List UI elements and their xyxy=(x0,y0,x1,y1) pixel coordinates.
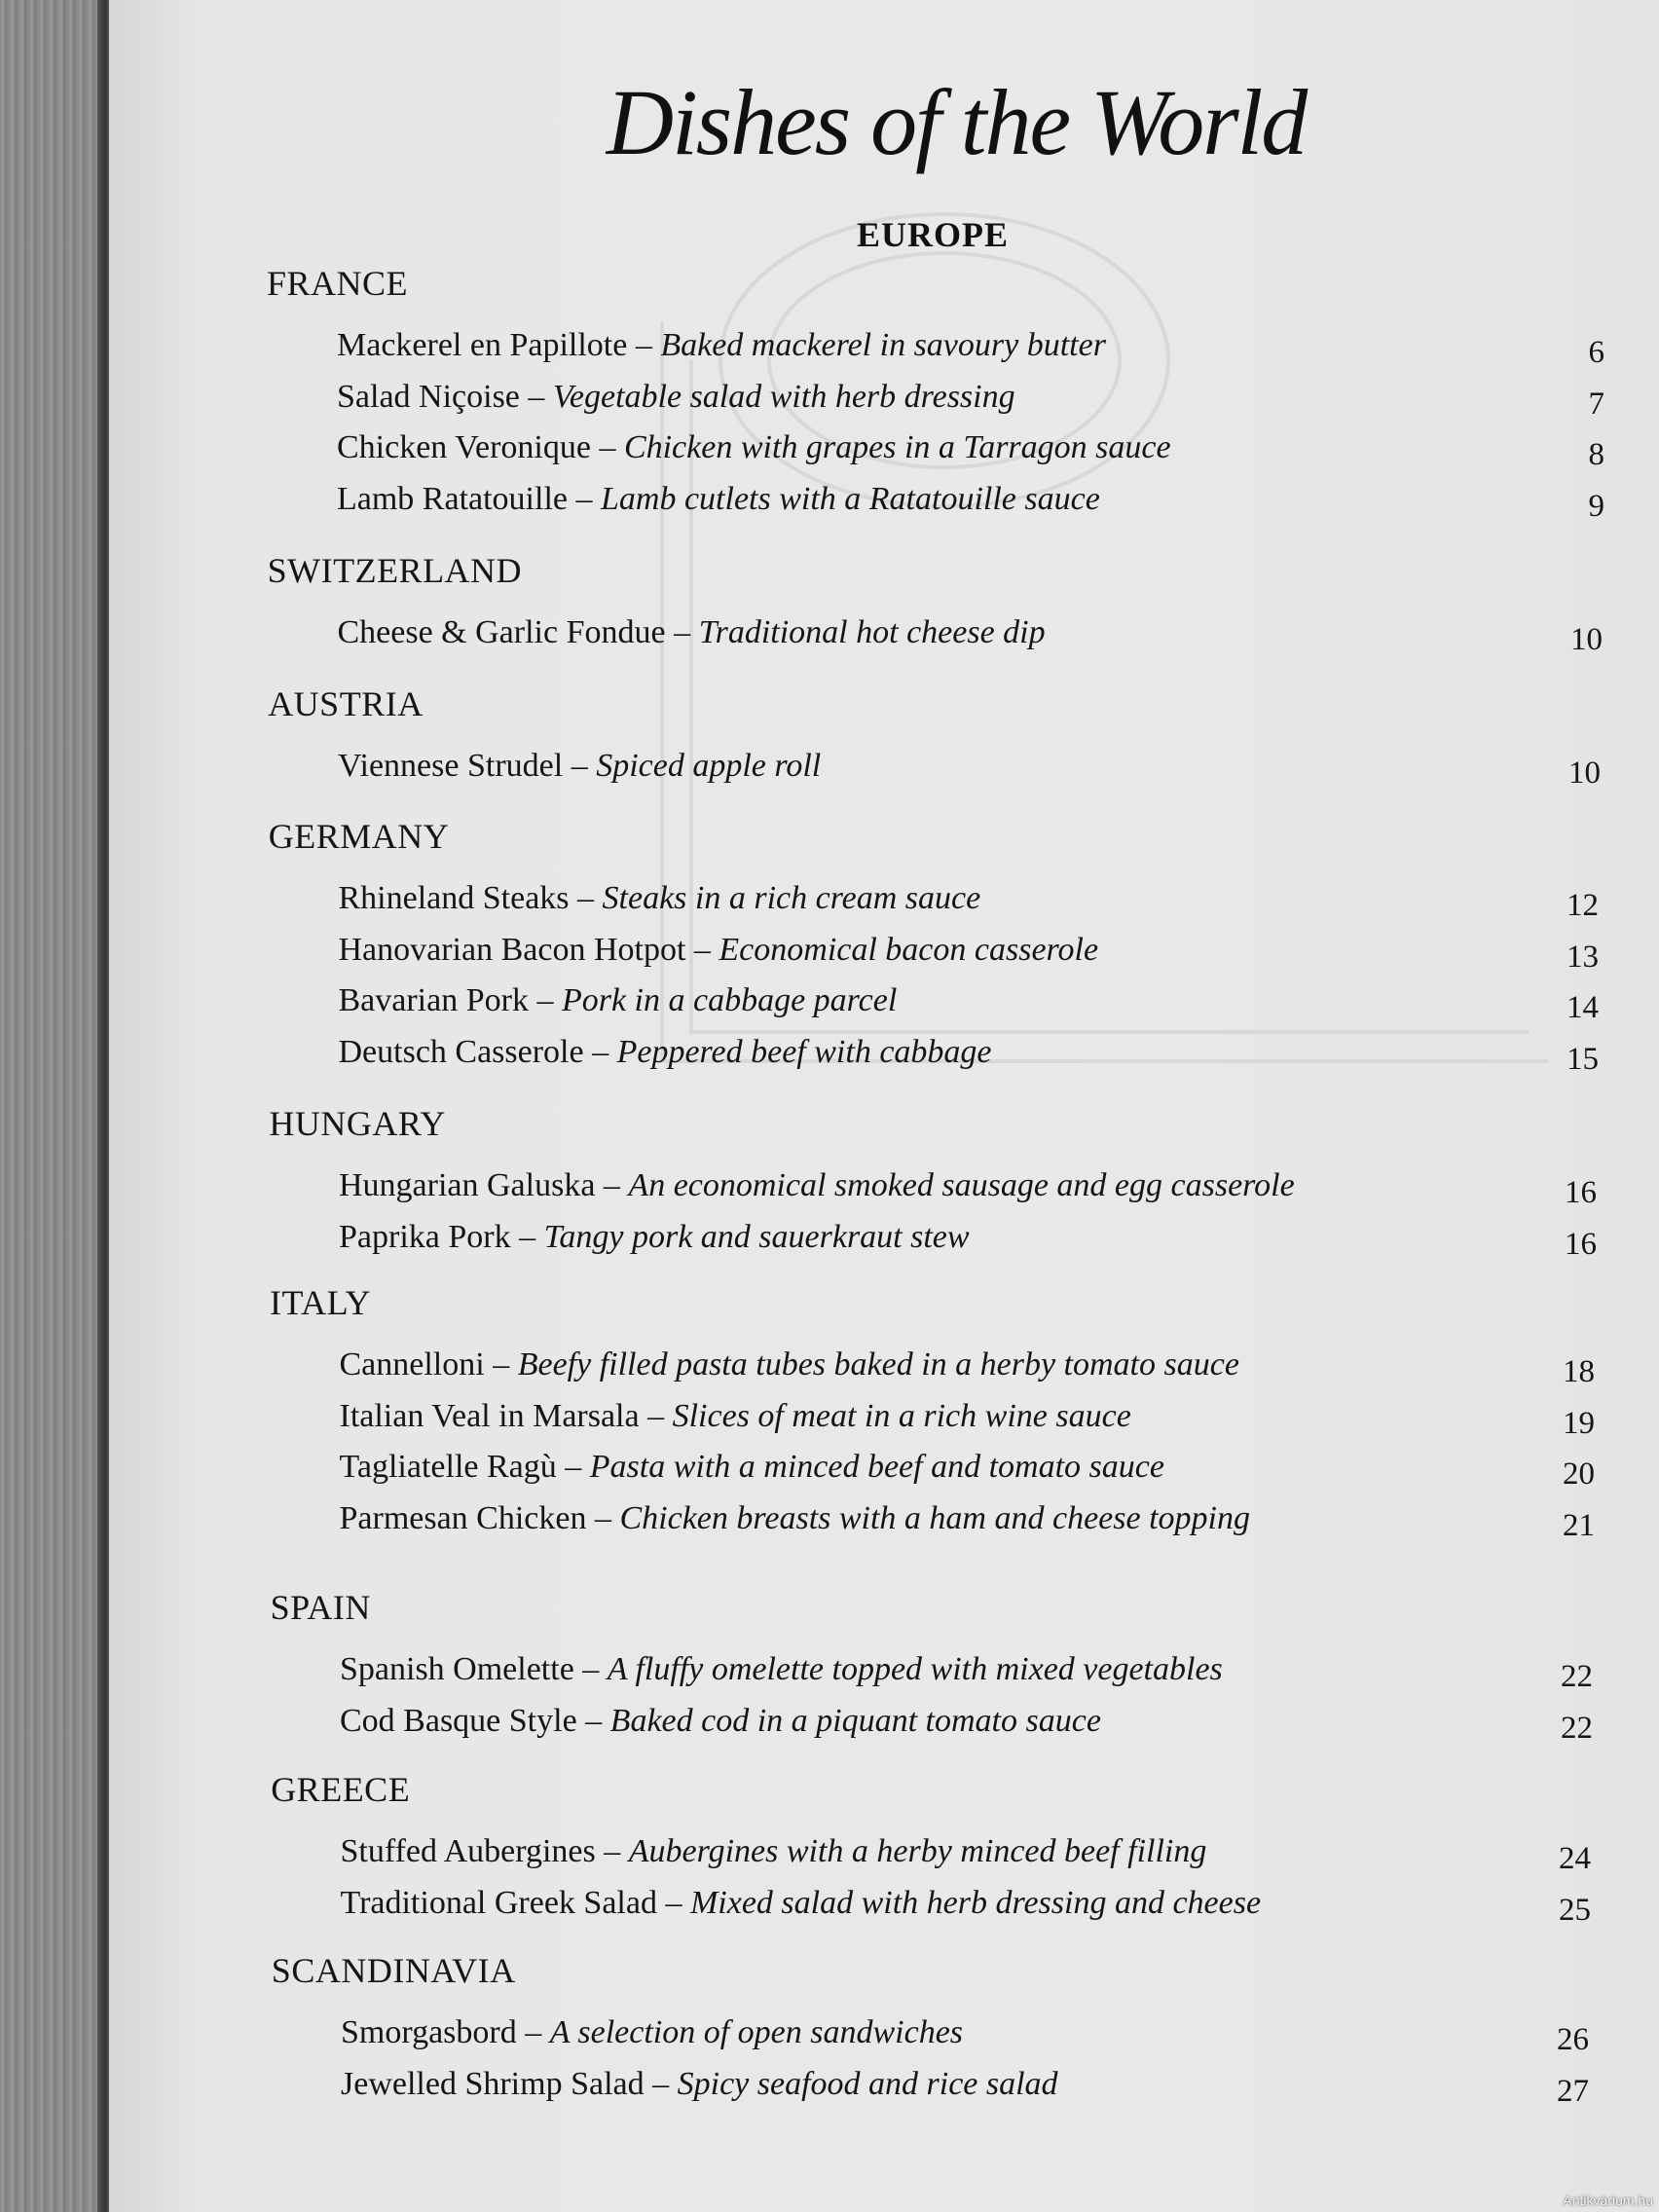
toc-entry-text xyxy=(340,1500,1250,1537)
dash-separator: – xyxy=(685,931,719,968)
dish-name: Jewelled Shrimp Salad xyxy=(341,2065,645,2102)
dish-name: Hanovarian Bacon Hotpot xyxy=(338,931,686,968)
dish-name: Paprika Pork xyxy=(339,1218,511,1255)
toc-entry xyxy=(0,1449,1659,1493)
dish-description: Chicken breasts with a ham and cheese topping xyxy=(619,1499,1250,1536)
country-heading: AUSTRIA xyxy=(268,684,424,723)
dish-description: An economical smoked sausage and egg casserole xyxy=(628,1167,1295,1203)
dash-separator: – xyxy=(586,1499,620,1536)
dash-separator: – xyxy=(556,1449,590,1485)
dish-description: Spicy seafood and rice salad xyxy=(677,2065,1058,2102)
dish-description: Mixed salad with herb dressing and cheese xyxy=(689,1884,1262,1921)
dish-name: Traditional Greek Salad xyxy=(340,1884,657,1921)
toc-entry-text xyxy=(340,1346,1239,1383)
page-number: 25 xyxy=(1559,1892,1591,1928)
dash-separator: – xyxy=(656,1884,690,1921)
toc-entry xyxy=(0,429,1659,474)
toc-entry-text xyxy=(340,1651,1223,1688)
page-number: 8 xyxy=(1588,437,1604,472)
dash-separator: – xyxy=(595,1167,629,1203)
dash-separator: – xyxy=(595,1833,629,1869)
country-heading: SPAIN xyxy=(270,1588,371,1627)
dish-description: Pasta with a minced beef and tomato sauce xyxy=(589,1449,1164,1485)
page-number: 12 xyxy=(1567,888,1599,923)
dish-name: Smorgasbord xyxy=(341,2014,517,2050)
toc-entry-text xyxy=(339,932,1099,969)
dish-description: Steaks in a rich cream sauce xyxy=(602,880,981,916)
dash-separator: – xyxy=(639,1397,673,1434)
dish-description: A fluffy omelette topped with mixed vegetables xyxy=(607,1651,1223,1687)
page-number: 10 xyxy=(1570,622,1603,657)
toc-entry-text xyxy=(341,1885,1262,1922)
page-number: 24 xyxy=(1559,1841,1591,1876)
toc-entry xyxy=(0,1885,1659,1930)
dash-separator: – xyxy=(516,2014,550,2050)
page-number: 10 xyxy=(1568,756,1601,791)
dish-description: Lamb cutlets with a Ratatouille sauce xyxy=(601,480,1100,517)
toc-entry xyxy=(0,1398,1659,1443)
dish-description: A selection of open sandwiches xyxy=(549,2014,964,2050)
dash-separator: – xyxy=(519,378,553,415)
dish-name: Mackerel en Papillote xyxy=(337,327,628,363)
dash-separator: – xyxy=(644,2065,678,2102)
country-heading: SWITZERLAND xyxy=(267,551,523,590)
dish-name: Tagliatelle Ragù xyxy=(339,1449,557,1485)
toc-entry-text xyxy=(341,2014,963,2051)
dish-name: Viennese Strudel xyxy=(338,748,564,784)
dish-description: Chicken with grapes in a Tarragon sauce xyxy=(623,429,1171,465)
dish-name: Parmesan Chicken xyxy=(339,1499,587,1536)
dish-description: Traditional hot cheese dip xyxy=(698,614,1046,650)
page-number: 26 xyxy=(1557,2022,1589,2057)
dash-separator: – xyxy=(528,982,562,1018)
page-number: 21 xyxy=(1563,1507,1595,1543)
dish-name: Chicken Veronique xyxy=(337,429,591,465)
country-heading: SCANDINAVIA xyxy=(271,1951,516,1990)
toc-entry xyxy=(0,1651,1659,1696)
toc-entry xyxy=(0,481,1659,526)
dish-name: Spanish Omelette xyxy=(340,1651,574,1687)
dash-separator: – xyxy=(569,880,603,916)
page-number: 22 xyxy=(1561,1659,1593,1694)
dish-name: Cannelloni xyxy=(339,1346,485,1382)
dish-description: Economical bacon casserole xyxy=(719,931,1099,968)
dish-description: Baked mackerel in savoury butter xyxy=(660,327,1106,363)
dish-description: Beefy filled pasta tubes baked in a herby tomato sauce xyxy=(517,1346,1239,1382)
dish-name: Bavarian Pork xyxy=(338,982,529,1018)
page-number: 7 xyxy=(1588,386,1604,422)
toc-entry-text xyxy=(337,481,1100,518)
page-number: 27 xyxy=(1557,2073,1589,2109)
toc-entry-text xyxy=(340,1449,1164,1486)
dash-separator: – xyxy=(583,1033,617,1070)
dish-description: Baked cod in a piquant tomato sauce xyxy=(609,1702,1101,1739)
toc-entry-text xyxy=(339,1034,992,1071)
toc-entry-text xyxy=(339,1167,1295,1204)
site-watermark: Antikvárium.hu xyxy=(1563,2193,1653,2208)
toc-entry-text xyxy=(339,982,898,1019)
toc-entry xyxy=(0,1500,1659,1545)
toc-entry-text xyxy=(341,1833,1207,1870)
toc-entry xyxy=(0,1034,1659,1079)
dish-name: Salad Niçoise xyxy=(337,378,520,415)
dash-separator: – xyxy=(484,1346,518,1382)
dash-separator: – xyxy=(627,327,661,363)
toc-entry-text xyxy=(341,2066,1058,2103)
toc-entry-text xyxy=(340,1398,1131,1435)
dish-name: Cod Basque Style xyxy=(340,1702,577,1739)
dish-name: Rhineland Steaks xyxy=(338,880,570,916)
dish-description: Tangy pork and sauerkraut stew xyxy=(543,1218,970,1255)
dish-name: Deutsch Casserole xyxy=(338,1033,584,1070)
dish-description: Pork in a cabbage parcel xyxy=(561,982,898,1018)
toc-entry xyxy=(0,2066,1659,2111)
page-number: 18 xyxy=(1563,1354,1595,1389)
region-heading: EUROPE xyxy=(857,215,1010,254)
dash-separator: – xyxy=(590,429,624,465)
dish-name: Lamb Ratatouille xyxy=(337,480,568,517)
toc-entry xyxy=(0,932,1659,977)
page-number: 6 xyxy=(1588,335,1604,370)
toc-entry-text xyxy=(338,614,1046,651)
toc-entry-text xyxy=(339,1219,970,1256)
toc-entry xyxy=(0,880,1659,925)
toc-entry-text xyxy=(337,429,1171,466)
dash-separator: – xyxy=(665,614,699,650)
toc-entry-text xyxy=(338,748,821,785)
dash-separator: – xyxy=(573,1651,608,1687)
dish-name: Stuffed Aubergines xyxy=(340,1833,596,1869)
page-title: Dishes of the World xyxy=(606,70,1307,174)
dash-separator: – xyxy=(568,480,601,517)
dish-description: Peppered beef with cabbage xyxy=(616,1033,992,1070)
dish-name: Cheese & Garlic Fondue xyxy=(337,614,666,650)
dash-separator: – xyxy=(510,1218,544,1255)
page-number: 19 xyxy=(1563,1405,1595,1441)
page-number: 22 xyxy=(1561,1710,1593,1746)
toc-entry xyxy=(0,982,1659,1027)
country-heading: FRANCE xyxy=(267,264,409,303)
toc-entry xyxy=(0,2014,1659,2059)
dish-name: Hungarian Galuska xyxy=(339,1167,596,1203)
dish-description: Slices of meat in a rich wine sauce xyxy=(672,1397,1131,1434)
country-heading: HUNGARY xyxy=(269,1104,446,1143)
dish-description: Spiced apple roll xyxy=(596,748,822,784)
dish-description: Aubergines with a herby minced beef filling xyxy=(628,1833,1207,1869)
country-heading: ITALY xyxy=(270,1283,371,1322)
toc-entry xyxy=(0,1219,1659,1264)
page-number: 15 xyxy=(1567,1041,1599,1077)
page-number: 9 xyxy=(1588,488,1604,524)
toc-entry-text xyxy=(340,1703,1101,1740)
dash-separator: – xyxy=(563,748,597,784)
toc-entry xyxy=(0,614,1659,659)
dash-separator: – xyxy=(576,1702,610,1739)
dish-description: Vegetable salad with herb dressing xyxy=(552,378,1015,415)
dish-name: Italian Veal in Marsala xyxy=(339,1397,640,1434)
toc-entry xyxy=(0,1167,1659,1212)
toc-entry-text xyxy=(339,880,981,917)
toc-entry xyxy=(0,748,1659,793)
toc-entry xyxy=(0,1346,1659,1391)
country-heading: GERMANY xyxy=(268,817,450,856)
toc-entry-text xyxy=(337,379,1015,416)
page-number: 16 xyxy=(1565,1175,1597,1210)
page-number: 16 xyxy=(1565,1226,1597,1262)
page-number: 20 xyxy=(1563,1456,1595,1492)
toc-entry xyxy=(0,379,1659,424)
page-number: 14 xyxy=(1567,990,1599,1025)
toc-entry xyxy=(0,1703,1659,1748)
toc-entry xyxy=(0,1833,1659,1878)
toc-entry xyxy=(0,327,1659,372)
page-number: 13 xyxy=(1567,939,1599,975)
country-heading: GREECE xyxy=(271,1770,411,1809)
toc-entry-text xyxy=(337,327,1106,364)
